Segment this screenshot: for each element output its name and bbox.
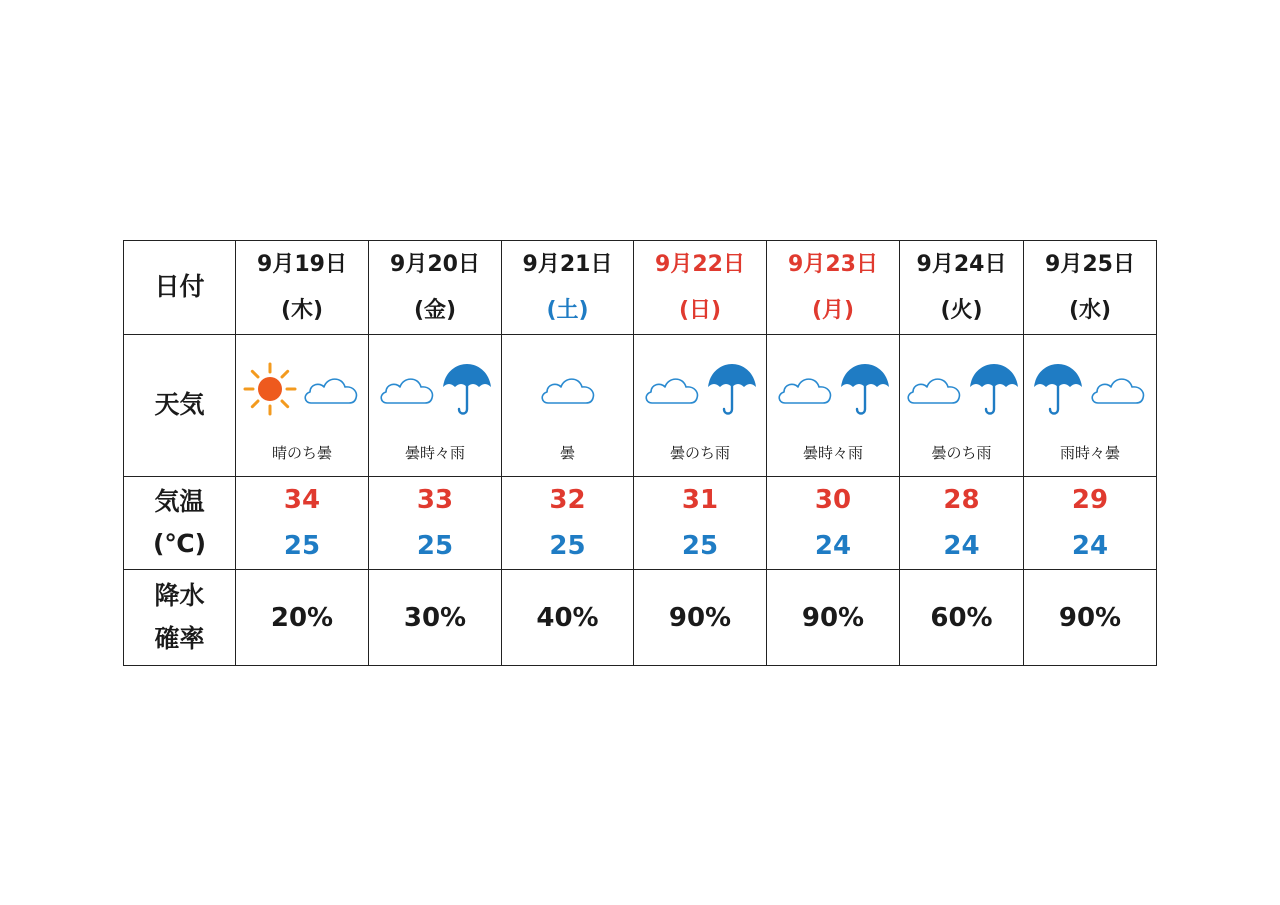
weather-description: 曇 bbox=[559, 443, 575, 462]
weather-description: 曇のち雨 bbox=[931, 443, 992, 462]
weather-description: 曇時々雨 bbox=[404, 443, 465, 462]
date-text: 9月19日 bbox=[257, 251, 347, 277]
date-cell bbox=[767, 241, 900, 335]
temperature-cell bbox=[502, 477, 634, 570]
weather-description: 晴のち曇 bbox=[271, 443, 332, 462]
precipitation-value: 90% bbox=[668, 602, 732, 633]
date-text: 9月23日 bbox=[788, 251, 878, 277]
cloud-icon bbox=[377, 369, 437, 409]
weather-icons bbox=[502, 339, 633, 439]
cloud-icon bbox=[538, 369, 598, 409]
low-temperature: 24 bbox=[943, 531, 980, 561]
precipitation-header-label-2: 確率 bbox=[154, 623, 205, 653]
temperature-row bbox=[124, 477, 1157, 570]
cloud-icon bbox=[775, 369, 835, 409]
date-text: 9月24日 bbox=[916, 251, 1007, 277]
high-temperature: 31 bbox=[681, 485, 719, 515]
precipitation-header bbox=[124, 570, 236, 666]
precipitation-value: 40% bbox=[536, 602, 599, 633]
temperature-cell bbox=[236, 477, 369, 570]
weather-icons bbox=[900, 339, 1023, 439]
weather-icons bbox=[767, 339, 899, 439]
precipitation-value: 60% bbox=[930, 602, 993, 633]
weekday-text: (火) bbox=[940, 297, 983, 323]
weather-description: 雨時々曇 bbox=[1059, 443, 1120, 462]
high-temperature: 32 bbox=[549, 485, 586, 515]
weather-cell bbox=[1024, 335, 1157, 477]
umbrella-icon bbox=[706, 361, 758, 417]
precipitation-value: 90% bbox=[1058, 602, 1122, 633]
weather-icons bbox=[634, 339, 766, 439]
date-text: 9月20日 bbox=[390, 251, 480, 277]
date-cell bbox=[1024, 241, 1157, 335]
weekday-text: (月) bbox=[811, 297, 855, 323]
date-cell bbox=[634, 241, 767, 335]
precipitation-cell bbox=[502, 570, 634, 666]
weekday-text: (木) bbox=[280, 297, 324, 323]
umbrella-icon bbox=[1032, 361, 1084, 417]
precipitation-cell bbox=[900, 570, 1024, 666]
cloud-icon bbox=[1088, 369, 1148, 409]
precipitation-cell bbox=[236, 570, 369, 666]
temperature-cell bbox=[1024, 477, 1157, 570]
umbrella-icon bbox=[441, 361, 493, 417]
low-temperature: 25 bbox=[283, 531, 321, 561]
weekday-text: (土) bbox=[546, 297, 589, 323]
weather-icons bbox=[236, 339, 368, 439]
high-temperature: 29 bbox=[1071, 485, 1109, 515]
precipitation-value: 20% bbox=[270, 602, 334, 633]
weather-cell bbox=[900, 335, 1024, 477]
weather-header bbox=[124, 335, 236, 477]
precipitation-row bbox=[124, 570, 1157, 666]
date-text: 9月21日 bbox=[522, 251, 613, 277]
precipitation-cell bbox=[634, 570, 767, 666]
temperature-unit-label: (℃) bbox=[152, 529, 207, 558]
low-temperature: 25 bbox=[416, 531, 454, 561]
weather-description: 曇のち雨 bbox=[669, 443, 730, 462]
temperature-header-label: 気温 bbox=[154, 486, 205, 516]
weekly-forecast-table bbox=[123, 240, 1157, 666]
weather-description: 曇時々雨 bbox=[802, 443, 863, 462]
umbrella-icon bbox=[839, 361, 891, 417]
temperature-cell bbox=[900, 477, 1024, 570]
high-temperature: 30 bbox=[814, 485, 852, 515]
temperature-cell bbox=[369, 477, 502, 570]
weather-cell bbox=[236, 335, 369, 477]
weather-header-label: 天気 bbox=[154, 390, 205, 420]
precipitation-value: 30% bbox=[403, 602, 467, 633]
date-text: 9月25日 bbox=[1045, 251, 1135, 277]
precipitation-value: 90% bbox=[801, 602, 865, 633]
cloud-icon bbox=[642, 369, 702, 409]
weekday-text: (日) bbox=[678, 297, 722, 323]
sun-icon bbox=[243, 362, 297, 416]
weather-cell bbox=[767, 335, 900, 477]
precipitation-header-label: 降水 bbox=[154, 581, 205, 610]
temperature-cell bbox=[634, 477, 767, 570]
weekday-text: (水) bbox=[1068, 297, 1112, 323]
date-text: 9月22日 bbox=[655, 251, 745, 277]
low-temperature: 24 bbox=[814, 531, 852, 561]
date-cell bbox=[236, 241, 369, 335]
umbrella-icon bbox=[968, 361, 1020, 417]
date-cell bbox=[502, 241, 634, 335]
cloud-icon bbox=[301, 369, 361, 409]
date-header-label: 日付 bbox=[154, 272, 205, 302]
precipitation-cell bbox=[369, 570, 502, 666]
weather-icons bbox=[369, 339, 501, 439]
weather-cell bbox=[369, 335, 502, 477]
weather-cell bbox=[502, 335, 634, 477]
weather-row bbox=[124, 335, 1157, 477]
cloud-icon bbox=[904, 369, 964, 409]
date-header bbox=[124, 241, 236, 335]
low-temperature: 25 bbox=[681, 531, 719, 561]
temperature-header bbox=[124, 477, 236, 570]
high-temperature: 34 bbox=[283, 485, 321, 515]
temperature-cell bbox=[767, 477, 900, 570]
precipitation-cell bbox=[767, 570, 900, 666]
precipitation-cell bbox=[1024, 570, 1157, 666]
high-temperature: 28 bbox=[943, 485, 980, 515]
low-temperature: 24 bbox=[1071, 531, 1109, 561]
weather-cell bbox=[634, 335, 767, 477]
weekday-text: (金) bbox=[413, 297, 457, 323]
date-cell bbox=[900, 241, 1024, 335]
date-row bbox=[124, 241, 1157, 335]
weather-icons bbox=[1024, 339, 1156, 439]
high-temperature: 33 bbox=[416, 485, 454, 515]
date-cell bbox=[369, 241, 502, 335]
low-temperature: 25 bbox=[549, 531, 586, 561]
